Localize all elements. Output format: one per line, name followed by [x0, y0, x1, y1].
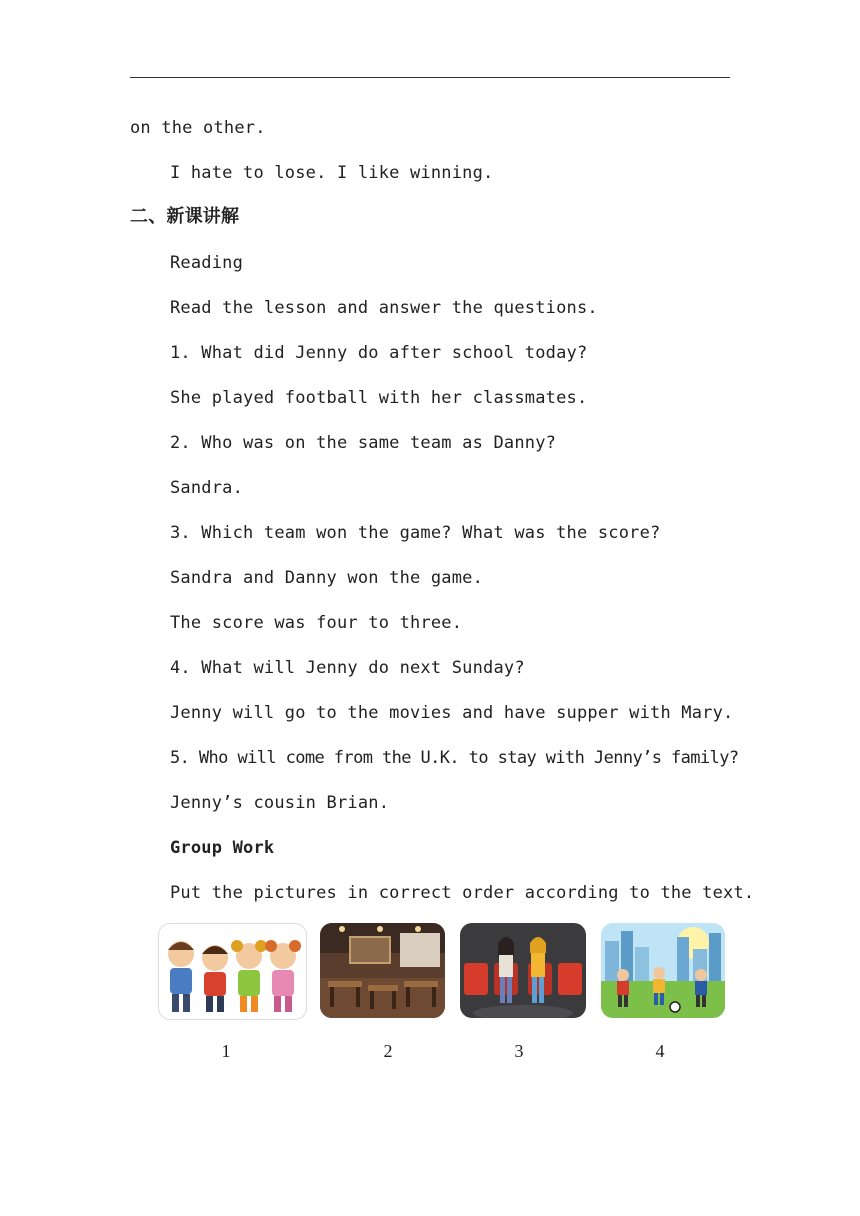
- answer-4: Jenny will go to the movies and have supper with Mary.: [170, 703, 734, 723]
- kids-playing-football-image: [601, 923, 725, 1018]
- subheading-reading: Reading: [170, 253, 244, 273]
- group-work-instruction: Put the pictures in correct order according to the text.: [170, 883, 755, 903]
- answer-3a: Sandra and Danny won the game.: [170, 568, 484, 588]
- picture-number-1: 1: [221, 1041, 231, 1061]
- answer-1: She played football with her classmates.: [170, 388, 588, 408]
- answer-2: Sandra.: [170, 478, 244, 498]
- section-heading: 二、新课讲解: [130, 206, 240, 227]
- subheading-group-work: Group Work: [170, 838, 275, 858]
- question-5: 5. Who will come from the U.K. to stay with Jenny’s family?: [170, 748, 739, 768]
- question-2: 2. Who was on the same team as Danny?: [170, 433, 557, 453]
- picture-number-2: 2: [383, 1041, 393, 1061]
- picture-number-3: 3: [514, 1041, 524, 1061]
- picture-number-4: 4: [655, 1041, 665, 1061]
- restaurant-interior-image: [320, 923, 445, 1018]
- answer-3b: The score was four to three.: [170, 613, 463, 633]
- movie-theater-image: [460, 923, 586, 1018]
- text-line: I hate to lose. I like winning.: [170, 163, 494, 183]
- question-4: 4. What will Jenny do next Sunday?: [170, 658, 525, 678]
- children-group-image: [158, 923, 307, 1020]
- instruction-text: Read the lesson and answer the questions.: [170, 298, 598, 318]
- question-1: 1. What did Jenny do after school today?: [170, 343, 588, 363]
- question-3: 3. Which team won the game? What was the score?: [170, 523, 661, 543]
- text-line: on the other.: [130, 118, 266, 138]
- header-rule: [130, 77, 730, 78]
- answer-5: Jenny’s cousin Brian.: [170, 793, 390, 813]
